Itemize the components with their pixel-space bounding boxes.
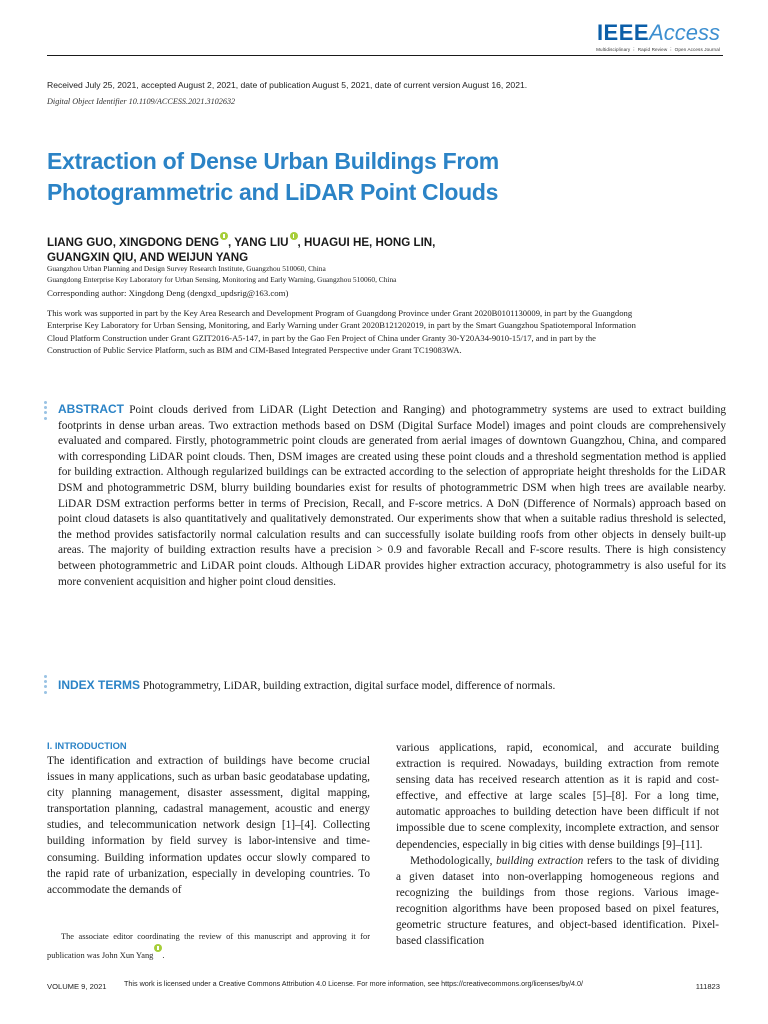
orcid-icon[interactable] (290, 232, 298, 240)
index-terms-text: Photogrammetry, LiDAR, building extraction, digital surface model, difference of normals. (142, 680, 556, 692)
funding-statement: This work was supported in part by the Key Area Research and Development Program of Guangdong Province under Grant 2020B0101130009, in part by the Guangdong Enterprise Key Laboratory for Urban Sensing, Monitoring, and Early Warning under Grant 2020B121202019, in part by the Smart Guangzhou Spatiotemporal Information Cloud Platform Construction under Grant GZIT2016-A5-147, in part by the Gao Fen Project of China under Granty 30-Y20A34-9010-15/17, and in part by the Construction of Public Service Platform, such as BIM and CIM-Based Integrated Perspective under Grant TC19083WA. (47, 308, 636, 356)
paper-title: Extraction of Dense Urban Buildings From Photogrammetric and LiDAR Point Clouds (47, 148, 499, 205)
para-text: Methodologically, (410, 854, 497, 867)
affiliations (47, 263, 647, 285)
index-terms-marker-icon (44, 675, 48, 696)
author-names-3: , HUAGUI HE, HONG LIN, (297, 236, 436, 249)
logo-tagline: Multidisciplinary ⋮ Rapid Review ⋮ Open Access Journal (596, 47, 720, 52)
author-names-2: , YANG LIU (227, 236, 289, 249)
journal-logo (596, 20, 720, 53)
para-text: refers to the task of dividing a given dataset into non-overlapping homogeneous regions and recognizing the buildings from those regions. Various image-recognition algorithms have been proposed based on pixel features, geometric structure features, and object-based identification. Pixel-based classification (396, 854, 719, 948)
abstract-text: Point clouds derived from LiDAR (Light Detection and Ranging) and photogrammetry systems are used to extract building footprints in dense urban areas. Two extraction methods based on DSM (Digital Surface Model) images and point clouds are comprehensively evaluated and compared. Firstly, photogrammetric point clouds are generated from aerial images of downtown Guangzhou, China, and compared with corresponding LiDAR point clouds. Then, DSM images are created using these point clouds and a threshold segmentation method is applied for building extraction. Although regularized buildings can be extracted according to the selection of appropriate height thresholds for the LiDAR DSM and photogrammetric DSM, blurry building boundaries exist for results of photogrammetric DSM when high trees are available nearby. LiDAR DSM extraction performs better in terms of Precision, Recall, and F-score metrics. A DoN (Difference of Normals) approach based on point cloud datasets is also quantitatively and qualitatively demonstrated. Our experiments show that when a suitable radius threshold is selected, the method provides satisfactorily normal calculation results and can successfully isolate building roofs from other objects in densely built-up areas. The majority of building extraction results have a precision > 0.9 and favorable Recall and F-score results. There is high consistency between photogrammetric and LiDAR point clouds. Although LiDAR provides higher extraction accuracy, photogrammetry is also useful for its more convenient acquisition and higher point cloud densities. (58, 404, 726, 588)
index-terms (58, 678, 726, 694)
logo-ieee: IEEE (596, 20, 650, 45)
received-dates: Received July 25, 2021, accepted August 2, 2021, date of publication August 5, 2021, date of current version August 16, 2021. (47, 80, 528, 90)
abstract (58, 402, 726, 590)
affiliation-1: Guangzhou Urban Planning and Design Survey Research Institute, Guangzhou 510060, China (47, 264, 326, 273)
orcid-icon[interactable] (220, 232, 228, 240)
section-heading: I. INTRODUCTION (47, 740, 127, 751)
emphasis-term: building extraction (496, 854, 584, 867)
abstract-label: ABSTRACT (58, 402, 124, 416)
page-number: 111823 (695, 982, 720, 991)
author-names-1: LIANG GUO, XINGDONG DENG (47, 236, 219, 249)
logo-access: Access (649, 20, 720, 45)
author-list (47, 232, 607, 265)
orcid-icon[interactable] (154, 944, 162, 952)
editor-footnote: The associate editor coordinating the review of this manuscript and approving it for publication was John Xun Yang . (47, 932, 370, 960)
affiliation-2: Guangdong Enterprise Key Laboratory for Urban Sensing, Monitoring and Early Warning, Guangzhou 510060, China (47, 275, 397, 284)
intro-paragraph-3 (396, 853, 719, 950)
license-notice[interactable]: This work is licensed under a Creative Commons Attribution 4.0 License. For more information, see https://creativecommons.org/licenses/by/4.0/ (124, 979, 584, 988)
intro-paragraph-1: The identification and extraction of buildings have become crucial issues in many applications, such as urban basic geodatabase updating, city planning management, disaster assessment, digital mapping, transportation planning, cadastral management, acoustic and energy studies, and telecommunication network design [1]–[4]. Collecting building information by field survey is labor-intensive and time-consuming. Building information updates occur slowly compared to the rapid rate of urbanization, especially in developing countries. To accommodate the demands of (47, 755, 370, 896)
intro-paragraph-2: various applications, rapid, economical, and accurate building extraction is required. Nowadays, building extraction from remote sensing data has received research attention as it is rapid and cost-effective, and effective at large scales [5]–[8]. For a long time, automatic approaches to building detection have been difficult if not impossible due to scene complexity, incomplete extraction, and sensor dependencies, especially in big cities with dense buildings [9]–[11]. (396, 742, 719, 851)
volume-label: VOLUME 9, 2021 (47, 982, 107, 991)
column-right (396, 740, 719, 949)
header-rule (47, 55, 723, 56)
index-terms-label: INDEX TERMS (58, 678, 141, 692)
doi[interactable]: Digital Object Identifier 10.1109/ACCESS.2021.3102632 (47, 97, 236, 106)
column-left (47, 740, 370, 898)
editor-footnote-text: The associate editor coordinating the review of this manuscript and approving it for publication was John Xun Yang (47, 932, 370, 960)
corresponding-author: Corresponding author: Xingdong Deng (dengxd_updsrig@163.com) (47, 288, 289, 298)
abstract-marker-icon (44, 401, 48, 422)
author-names-4: GUANGXIN QIU, AND WEIJUN YANG (47, 251, 249, 264)
